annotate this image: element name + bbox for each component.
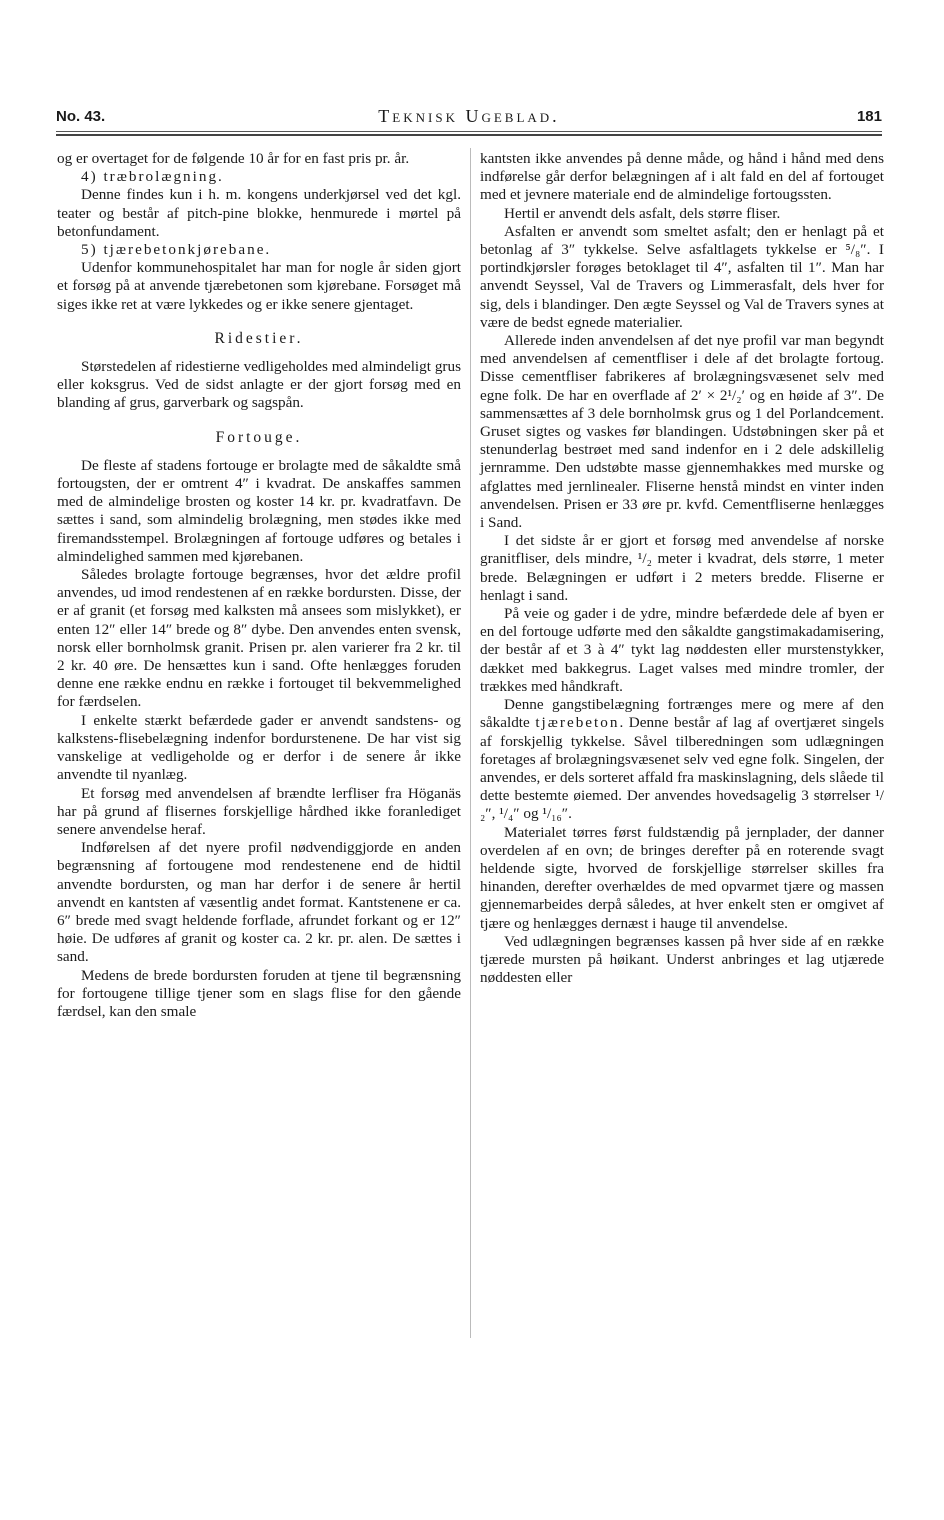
paragraph [480, 696, 884, 823]
paragraph: Materialet tørres først fuldstændig på jernplader, der danner overdelen af en ovn; de bringes derefter på en roterende svagt heldende sigte, hvorved de forskjellige størrelser skilles fra hinanden, derefter overhældes de med opvarmet tjære og massen gjennemarbeides derpå således, at hver enkelt sten er omgivet af tjære og henlægges dernæst i hauge til anvendelse. [480, 823, 884, 932]
page-number: 181 [856, 108, 882, 125]
list-item-4: 4) træbrolægning. [81, 168, 224, 186]
paragraph: Et forsøg med anvendelsen af brændte lerfliser fra Höganäs har på grund af flisernes forskjellige hårdhed ikke foranlediget senere anvendelse heraf. [57, 784, 461, 838]
text-run: Denne gangstibelægning fortrænges mere og mere af den såkaldte [480, 696, 884, 732]
paragraph: Ved udlægningen begrænses kassen på hver side af en række tjærede mursten på høikant. Underst anbringes et lag utjærede nøddesten eller [480, 932, 884, 987]
section-heading-ridestier: Ridestier. [214, 329, 304, 347]
right-column [480, 150, 884, 987]
paragraph: Indførelsen af det nyere profil nødvendiggjorde en anden begrænsning af fortougene mod rendestenene end de hidtil anvendte bordursten, og man har derfor i de senere år hertil anvendt en kantsten af væsentlig andet format. Kantstenene er ca. 6″ brede med svagt heldende forflade, afrundet forkant og er 12″ høie. De udføres af granit og koster ca. 2 kr. pr. alen. De sættes i sand. [57, 839, 461, 966]
list-item-5: 5) tjærebetonkjørebane. [81, 241, 272, 259]
paragraph: Hertil er anvendt dels asfalt, dels større fliser. [504, 204, 781, 222]
paragraph: I enkelte stærkt befærdede gader er anvendt sandstens- og kalkstens-flisebelægning indenfor bordurstenene. De har vist sig vanskelige at vedligeholde og er derfor i de senere år ikke anvendte til nyanlæg. [57, 711, 461, 784]
paragraph: Allerede inden anvendelsen af det nye profil var man begyndt med anvendelsen af cementfliser i dele af det brolagte fortoug. Disse cementfliser fabrikeres af brolægningsvæsenet selv med egne folk. De har en overflade af 2′ × 2¹/₂′ og en høide af 3″. De sammensættes af 3 dele bornholmsk grus og 1 del Porlandcement. Gruset sigtes og vaskes før blandingen. Udstøbningen sker på et stenunderlag bestrøet med sand indenfor en i 2 dele adskillelig jernramme. Den udstøbte masse gjennemhakkes med murske og afglattes med jernlinealer. Fliserne henstå mindst en vinter inden anvendelsen. Prisen er 33 øre pr. kvfd. Cementfliserne henlægges i Sand. [480, 332, 884, 532]
paragraph: Denne findes kun i h. m. kongens underkjørsel ved det kgl. teater og består af pitch-pine blokke, henmurede i mørtel på betonfundament. [57, 186, 461, 240]
paragraph: og er overtaget for de følgende 10 år for en fast pris pr. år. [57, 150, 410, 167]
header-rule-thick [56, 134, 882, 136]
issue-number: No. 43. [56, 108, 106, 125]
paragraph: Således brolagte fortouge begrænses, hvor det ældre profil anvendes, ud imod rendestenen af en række bordursten. Disse, der er af granit (et forsøg med kalksten må ansees som mislykket), er enten 12″ eller 14″ brede og 8″ dybe. Den anvendes enten svensk, norsk eller bornholmsk granit. Prisen pr. alen varierer fra 2 kr. til 2 kr. 40 øre. De hensættes kun i sand. Ofte henlægges foruden denne ene række endnu en række i fortouget til bekvemmelighed for færdselen. [57, 566, 461, 711]
paragraph: De fleste af stadens fortouge er brolagte med de såkaldte små fortougsten, der er omtrent 4″ i kvadrat. De anskaffes sammen med de almindelige brosten og koster 14 kr. pr. kvadratfavn. De sættes i sand, som almindelig brolægning, men stødes ikke med firemandsstempel. Brolægningen af fortouge udføres og betales i almindelighed sammen med kjørebanen. [57, 456, 461, 565]
paragraph: Asfalten er anvendt som smeltet asfalt; den er henlagt på et betonlag af 3″ tykkelse. Selve asfaltlagets tykkelse er ⁵/₈″. I portindkjørsler forøges betoklaget til 4″, asfalten til 1″. Man har anvendt Seyssel, Val de Travers og Limmerasfalt, dels hver for sig, dels i blandinger. Den ægte Seyssel og Val de Travers synes at være de bedst egnede materialier. [480, 222, 884, 331]
paragraph: I det sidste år er gjort et forsøg med anvendelse af norske granitfliser, dels mindre, ¹/₂ meter i kvadrat, dels større, 1 meter brede. Belægningen er udført i 2 meters bredde. Fliserne er henlagt i sand. [480, 532, 884, 604]
paragraph: Udenfor kommunehospitalet har man for nogle år siden gjort et forsøg på at anvende tjærebetonen som kjørebane. Forsøget må siges ikke ret at være lykkedes og er ikke senere gjentaget. [57, 259, 461, 313]
running-header [56, 104, 882, 132]
column-divider [470, 148, 471, 1338]
left-column [57, 150, 461, 1021]
spaced-term: tjærebeton [535, 714, 620, 732]
journal-title: Teknisk Ugeblad. [378, 106, 560, 126]
paragraph: Medens de brede bordursten foruden at tjene til begrænsning for fortougene tillige tjener som en slags flise for den gående færdsel, kan den smale [57, 966, 461, 1020]
paragraph: På veie og gader i de ydre, mindre befærdede dele af byen er en del fortouge udførte med den såkaldte gangstimakadamisering, der består af et 3 à 4″ tykt lag nøddesten eller murstenstykker, dækket med bakkegrus. Laget valses med mindre tromler, der trækkes med håndkraft. [480, 605, 884, 695]
header-rule-thin [56, 131, 882, 132]
paragraph: kantsten ikke anvendes på denne måde, og hånd i hånd med dens indførelse går derfor belægningen af i alt fald en del af fortouget med et jevnere materiale end de almindelige fortougssten. [480, 150, 884, 204]
text-run: . Denne består af lag af overtjæret singels af forskjellig tykkelse. Såvel tilberedningen som udlægningen foretages af brolægningsvæsenet selv ved egne folk. Singelen, der anvendes, er dels sorteret affald fra maskinslagning, dels slåede til dette bestemte øiemed. Der anvendes hovedsagelig 3 størrelser ¹/₂″, ¹/₄″ og ¹/₁₆″. [480, 714, 884, 823]
paragraph: Størstedelen af ridestierne vedligeholdes med almindeligt grus eller koksgrus. Ved de sidst anlagte er der gjort forsøg med en blanding af grus, garverbark og sagspån. [57, 358, 461, 412]
section-heading-fortouge: Fortouge. [215, 428, 303, 446]
